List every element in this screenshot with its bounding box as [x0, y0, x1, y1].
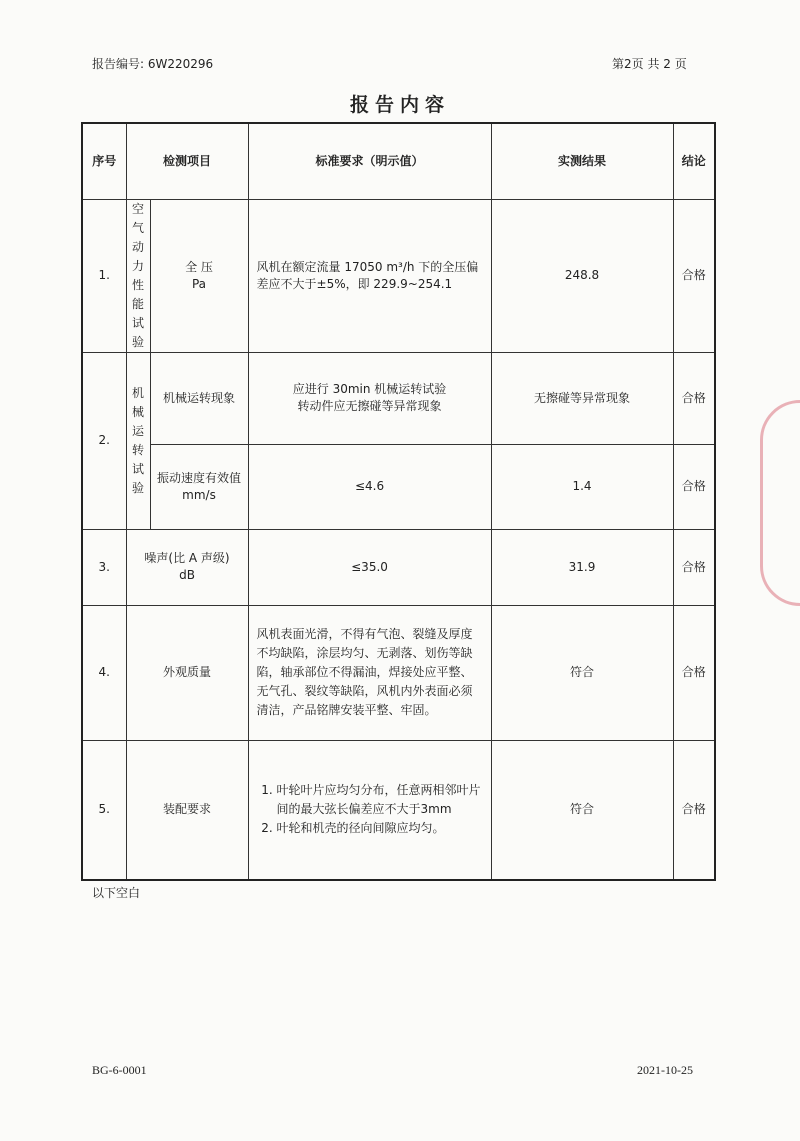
report-table [81, 122, 716, 881]
conclusion: 合格 [673, 529, 715, 605]
item-name: 机械运转现象 [150, 352, 248, 444]
result: 31.9 [491, 529, 673, 605]
seal-stamp [760, 400, 800, 606]
result: 248.8 [491, 199, 673, 352]
result: 符合 [491, 740, 673, 880]
report-number: 报告编号: 6W220296 [92, 57, 214, 71]
table-row [82, 740, 715, 880]
row-no: 3. [82, 529, 126, 605]
page-title: 报告内容 [349, 94, 450, 116]
requirement-line: 转动件应无擦碰等异常现象 [297, 399, 442, 413]
table-row [82, 529, 715, 605]
row-no: 5. [82, 740, 126, 880]
requirement: ≤4.6 [248, 444, 491, 529]
conclusion: 合格 [673, 444, 715, 529]
item-name: 全 压 [185, 259, 213, 274]
table-row [82, 199, 715, 352]
table-row [82, 605, 715, 740]
col-item-header: 检测项目 [126, 123, 248, 199]
group-label: 空气动力性能试验 [132, 201, 145, 349]
col-result-header: 实测结果 [491, 123, 673, 199]
form-code: BG-6-0001 [92, 1063, 147, 1077]
group-label: 机械运转试验 [132, 385, 145, 495]
item-unit: dB [179, 568, 195, 582]
item-unit: Pa [191, 276, 207, 291]
blank-note: 以下空白 [92, 886, 141, 900]
table-row [82, 352, 715, 444]
row-no: 2. [82, 352, 126, 529]
page-info: 第2页 共 2 页 [612, 57, 687, 71]
report-date: 2021-10-25 [637, 1063, 693, 1077]
list-item: 1. 叶轮叶片应均匀分布，任意两相邻叶片间的最大弦长偏差应不大于3mm [277, 781, 481, 819]
row-no: 4. [82, 605, 126, 740]
conclusion: 合格 [673, 740, 715, 880]
col-conclusion-header: 结论 [673, 123, 715, 199]
col-no-header: 序号 [82, 123, 126, 199]
requirement: ≤35.0 [248, 529, 491, 605]
requirement: 风机在额定流量 17050 m³/h 下的全压偏差应不大于±5%，即 229.9~254.1 [248, 199, 491, 352]
list-item: 2. 叶轮和机壳的径向间隙应均匀。 [277, 819, 481, 838]
row-no: 1. [82, 199, 126, 352]
requirement-list [251, 781, 489, 838]
item-name: 振动速度有效值mm/s [150, 444, 248, 529]
result: 无擦碰等异常现象 [491, 352, 673, 444]
result: 符合 [491, 605, 673, 740]
item-name: 噪声(比 A 声级) [144, 551, 230, 565]
result: 1.4 [491, 444, 673, 529]
table-row [82, 444, 715, 529]
item-name: 装配要求 [126, 740, 248, 880]
conclusion: 合格 [673, 352, 715, 444]
table-header-row [82, 123, 715, 199]
requirement: 风机表面光滑，不得有气泡、裂缝及厚度不均缺陷，涂层均匀、无剥落、划伤等缺陷，轴承部位不得漏油，焊接处应平整、无气孔、裂纹等缺陷，风机内外表面必须清洁，产品铭牌安装平整、牢固。 [248, 605, 491, 740]
conclusion: 合格 [673, 199, 715, 352]
item-name: 外观质量 [126, 605, 248, 740]
col-req-header: 标准要求（明示值） [248, 123, 491, 199]
conclusion: 合格 [673, 605, 715, 740]
requirement-line: 应进行 30min 机械运转试验 [292, 382, 447, 396]
